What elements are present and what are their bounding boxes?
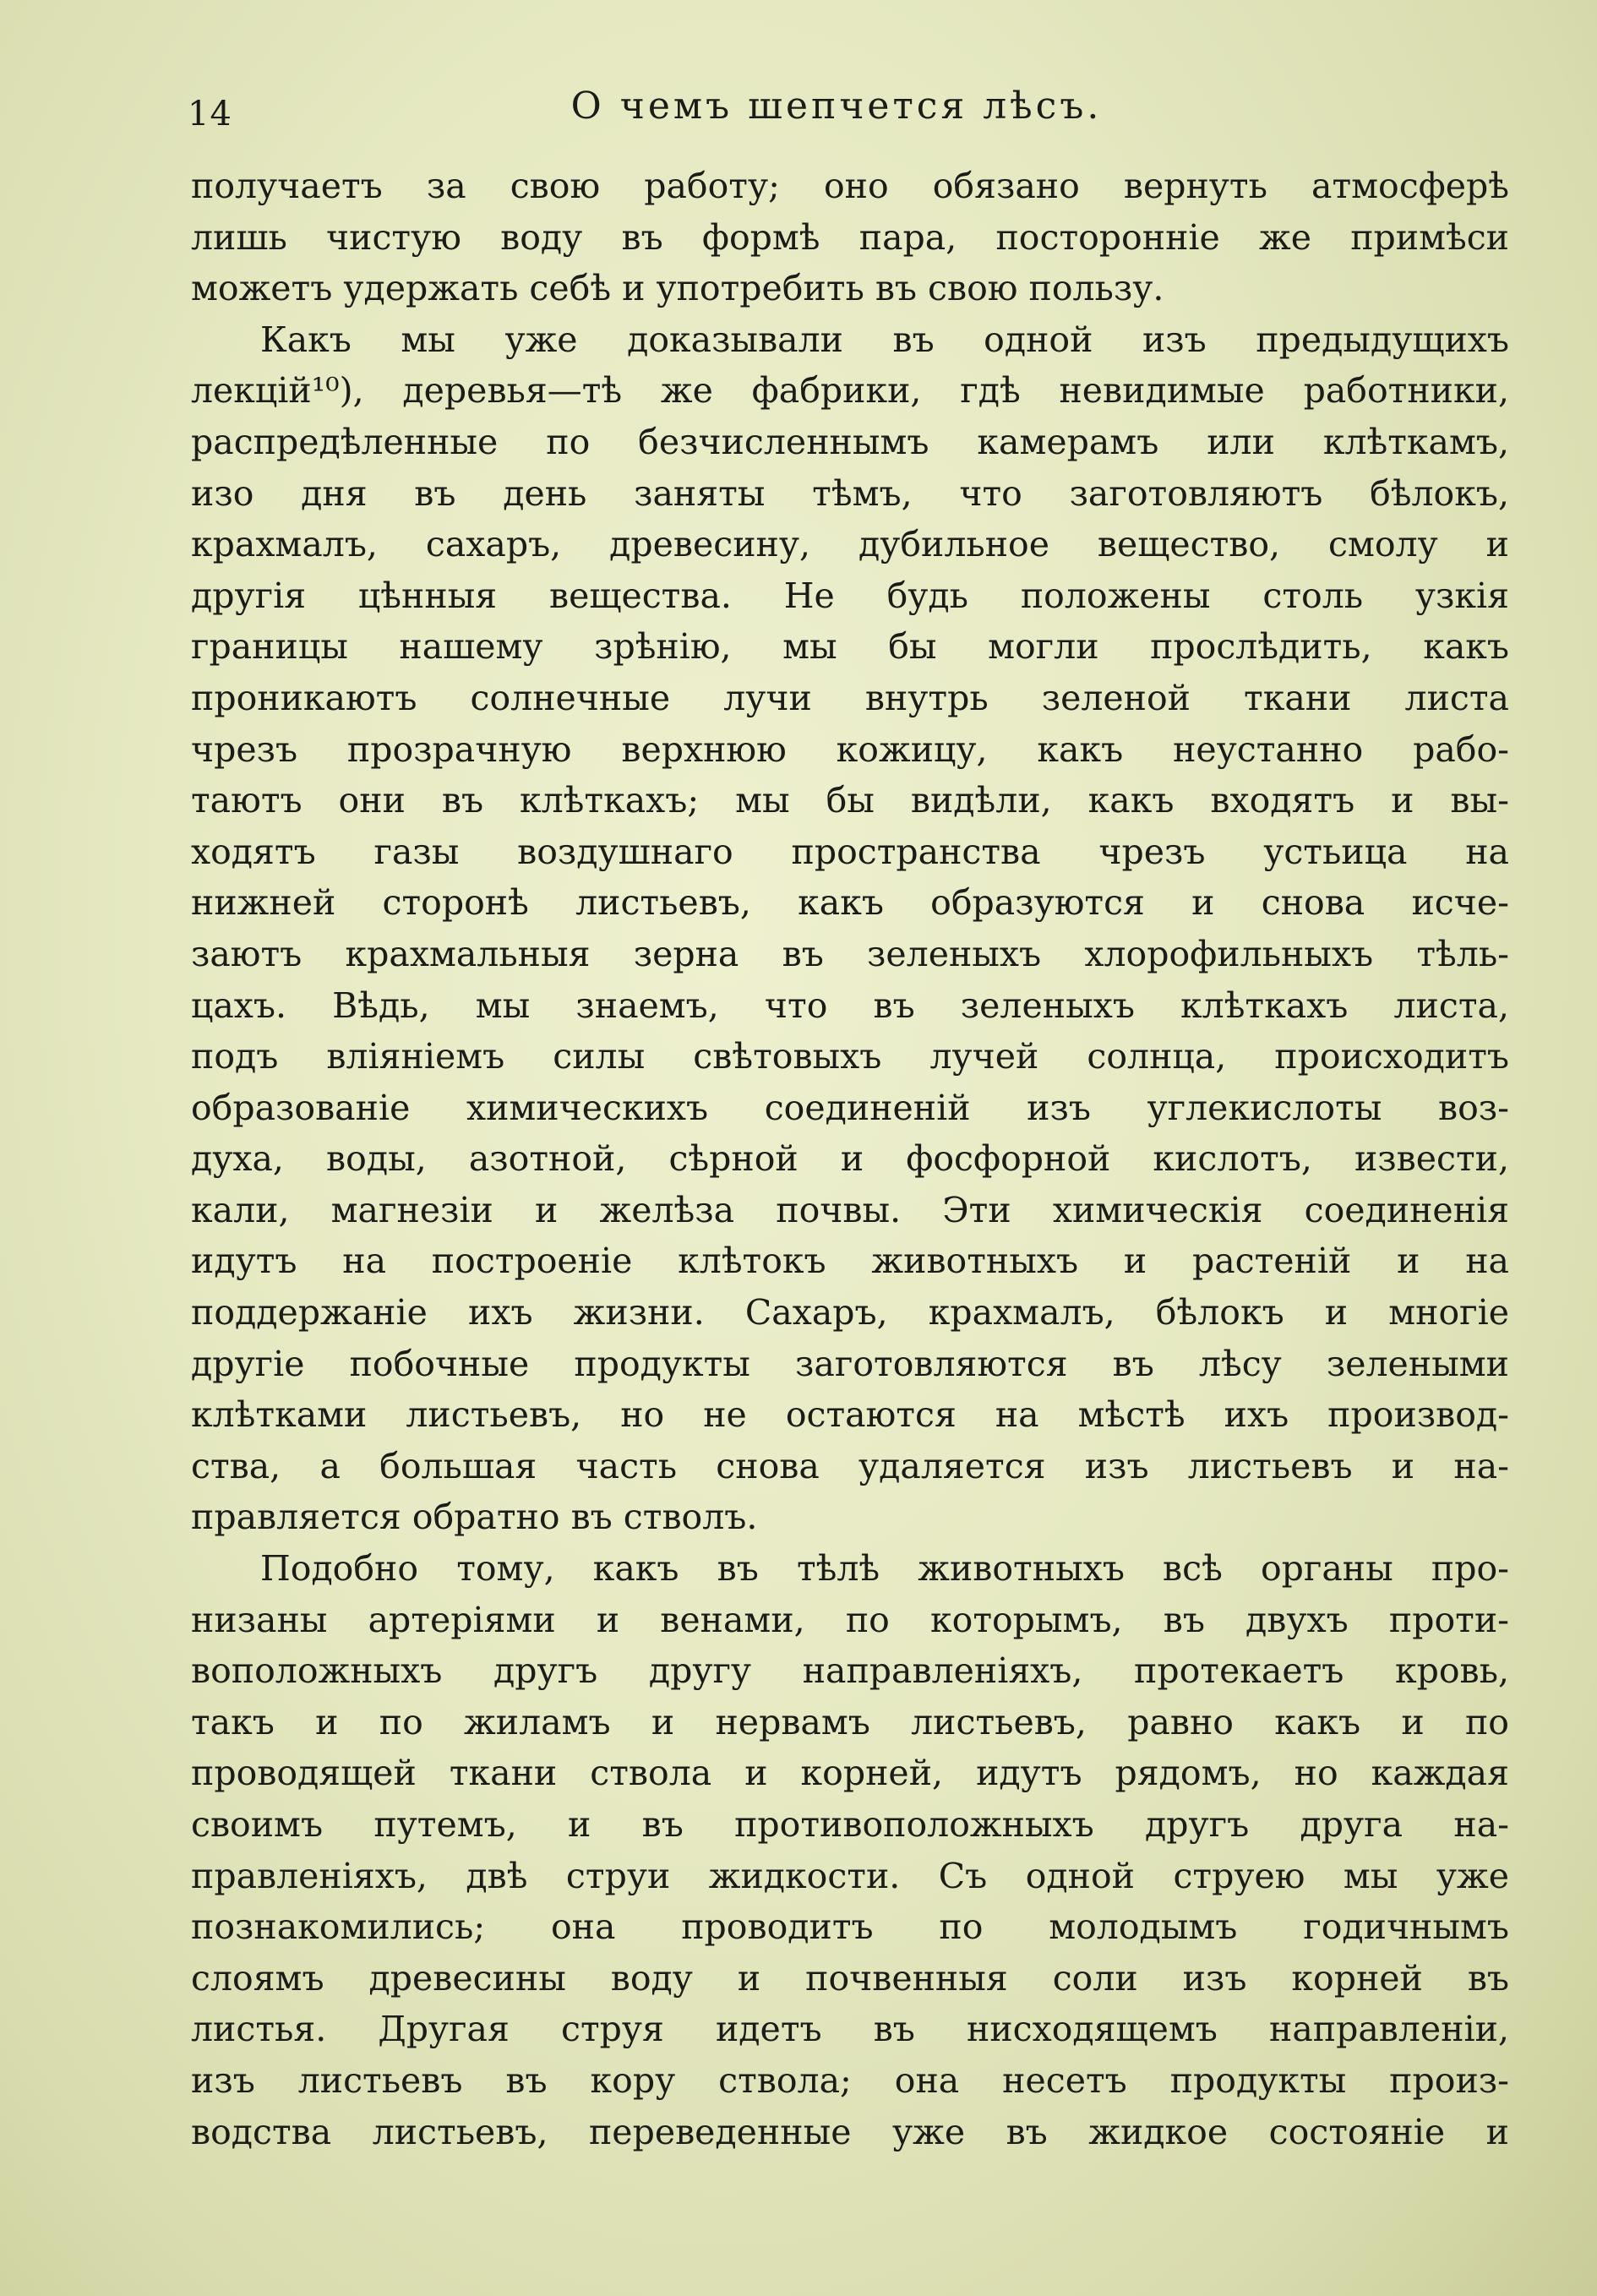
text-line: лекцій¹⁰), деревья—тѣ же фабрики, гдѣ невидимые работники, (191, 370, 1509, 412)
text-line: другія цѣнныя вещества. Не будь положены столь узкія (191, 575, 1509, 616)
text-line: чрезъ прозрачную верхнюю кожицу, какъ неустанно рабо- (191, 728, 1509, 770)
text-line: клѣтками листьевъ, но не остаются на мѣстѣ ихъ производ- (191, 1394, 1509, 1436)
text-line: воположныхъ другъ другу направленіяхъ, протекаетъ кровь, (191, 1650, 1509, 1692)
text-line: листья. Другая струя идетъ въ нисходящемъ направленіи, (191, 2009, 1509, 2050)
page-number: 14 (188, 95, 232, 134)
text-line: идутъ на построеніе клѣтокъ животныхъ и растеній и на (191, 1241, 1509, 1282)
text-line: правляется обратно въ стволъ. (191, 1497, 758, 1538)
text-line: ходятъ газы воздушнаго пространства чрезъ устьица на (191, 831, 1509, 872)
body-text (191, 161, 1509, 2157)
text-line: духа, воды, азотной, сѣрной и фосфорной кислотъ, извести, (191, 1138, 1509, 1180)
text-line: заютъ крахмальныя зерна въ зеленыхъ хлорофильныхъ тѣль- (191, 933, 1509, 974)
text-line: другіе побочные продукты заготовляются въ лѣсу зелеными (191, 1343, 1509, 1384)
text-line: нижней сторонѣ листьевъ, какъ образуются и снова исче- (191, 882, 1509, 924)
text-line: Подобно тому, какъ въ тѣлѣ животныхъ всѣ органы про- (260, 1548, 1509, 1590)
text-line: таютъ они въ клѣткахъ; мы бы видѣли, какъ входятъ и вы- (191, 780, 1509, 821)
text-line: Какъ мы уже доказывали въ одной изъ предыдущихъ (260, 319, 1509, 360)
text-line: образованіе химическихъ соединеній изъ углекислоты воз- (191, 1087, 1509, 1128)
text-line: подъ вліяніемъ силы свѣтовыхъ лучей солнца, происходитъ (191, 1036, 1509, 1077)
running-title: О чемъ шепчется лѣсъ. (570, 85, 1103, 128)
text-line: изо дня въ день заняты тѣмъ, что заготовляютъ бѣлокъ, (191, 472, 1509, 514)
text-line: водства листьевъ, переведенные уже въ жидкое состояніе и (191, 2111, 1509, 2152)
text-line: познакомились; она проводитъ по молодымъ годичнымъ (191, 1906, 1509, 1948)
text-line: своимъ путемъ, и въ противоположныхъ другъ друга на- (191, 1804, 1509, 1845)
paragraph (191, 314, 1509, 1543)
text-line: низаны артеріями и венами, по которымъ, въ двухъ проти- (191, 1599, 1509, 1640)
text-line: слоямъ древесины воду и почвенныя соли изъ корней въ (191, 1957, 1509, 1999)
text-line: правленіяхъ, двѣ струи жидкости. Съ одной струею мы уже (191, 1855, 1509, 1896)
text-line: лишь чистую воду въ формѣ пара, посторонніе же примѣси (191, 216, 1509, 258)
text-line: изъ листьевъ въ кору ствола; она несетъ продукты произ- (191, 2059, 1509, 2101)
text-line: кали, магнезіи и желѣза почвы. Эти химическія соединенія (191, 1189, 1509, 1230)
text-line: крахмалъ, сахаръ, древесину, дубильное вещество, смолу и (191, 524, 1509, 565)
text-line: проводящей ткани ствола и корней, идутъ рядомъ, но каждая (191, 1753, 1509, 1794)
text-line: цахъ. Вѣдь, мы знаемъ, что въ зеленыхъ клѣткахъ листа, (191, 984, 1509, 1026)
paragraph (191, 161, 1509, 314)
text-line: получаетъ за свою работу; оно обязано вернуть атмосферѣ (191, 166, 1509, 206)
text-line: поддержаніе ихъ жизни. Сахаръ, крахмалъ, бѣлокъ и многіе (191, 1292, 1509, 1333)
text-line: границы нашему зрѣнію, мы бы могли прослѣдить, какъ (191, 626, 1509, 668)
text-line: ства, а большая часть снова удаляется изъ листьевъ и на- (191, 1445, 1509, 1486)
text-line: распредѣленные по безчисленнымъ камерамъ или клѣткамъ, (191, 421, 1509, 462)
text-line: проникаютъ солнечные лучи внутрь зеленой ткани листа (191, 677, 1509, 718)
paragraph (191, 1543, 1509, 2157)
text-line: можетъ удержать себѣ и употребить въ свою пользу. (191, 268, 1164, 309)
text-line: такъ и по жиламъ и нервамъ листьевъ, равно какъ и по (191, 1701, 1509, 1742)
